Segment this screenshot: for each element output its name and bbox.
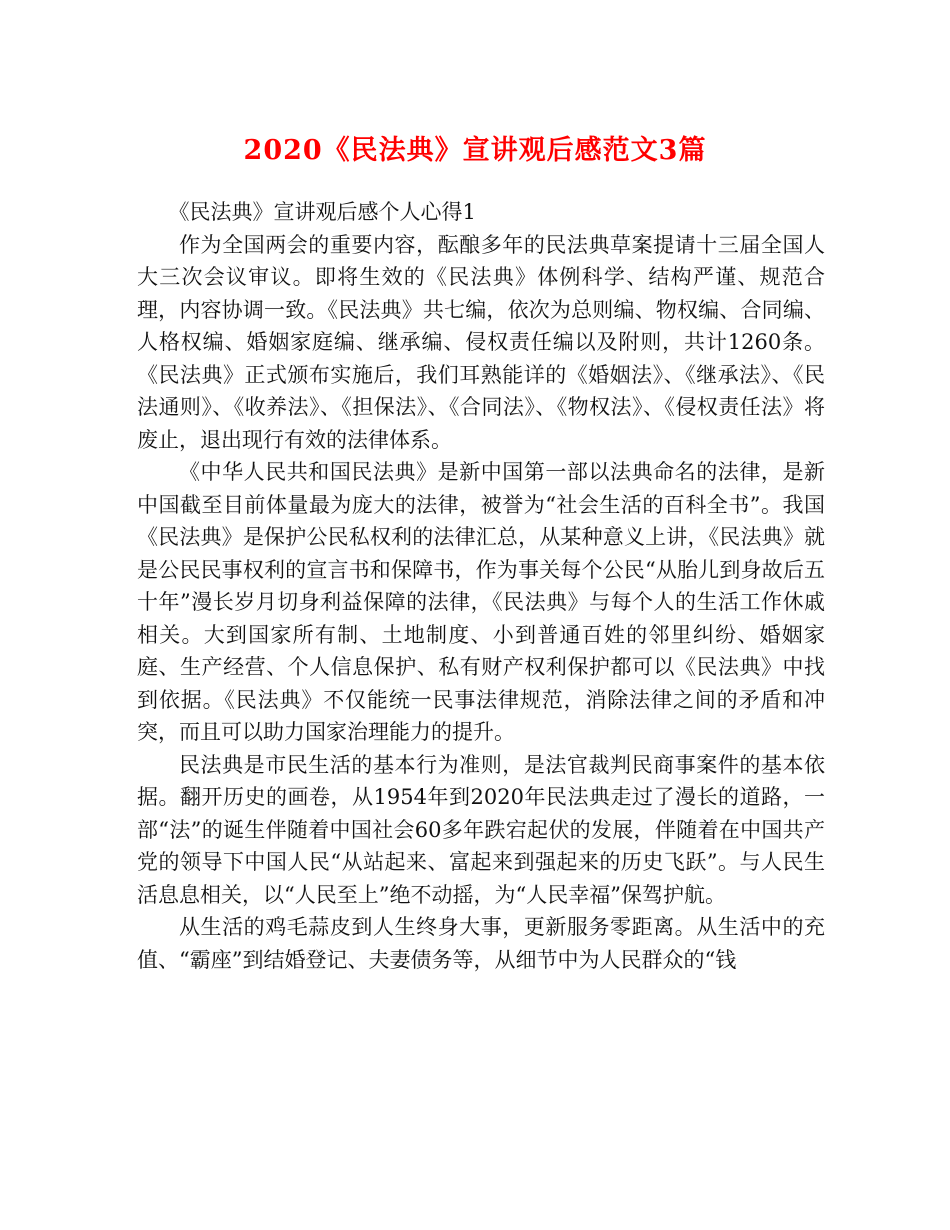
paragraph: 从生活的鸡毛蒜皮到人生终身大事，更新服务零距离。从生活中的充值、“霸座”到结婚登记、夫妻债务等，从细节中为人民群众的“钱 <box>137 915 825 972</box>
paragraph: 作为全国两会的重要内容，酝酿多年的民法典草案提请十三届全国人大三次会议审议。即将生效的《民法典》体例科学、结构严谨、规范合理，内容协调一致。《民法典》共七编，依次为总则编、物权编、合同编、人格权编、婚姻家庭编、继承编、侵权责任编以及附则，共计1260条。《民法典》正式颁布实施后，我们耳熟能详的《婚姻法》、《继承法》、《民法通则》、《收养法》、《担保法》、《合同法》、《物权法》、《侵权责任法》将废止，退出现行有效的法律体系。 <box>137 232 825 452</box>
section-subheading: 《民法典》宣讲观后感个人心得1 <box>168 200 476 224</box>
document-body <box>137 196 825 976</box>
document-title: 2020《民法典》宣讲观后感范文3篇 <box>243 135 707 166</box>
paragraph: 《中华人民共和国民法典》是新中国第一部以法典命名的法律，是新中国截至目前体量最为庞大的法律，被誉为“社会生活的百科全书”。我国《民法典》是保护公民私权利的法律汇总，从某种意义上讲，《民法典》就是公民民事权利的宣言书和保障书，作为事关每个公民“从胎儿到身故后五十年”漫长岁月切身利益保障的法律，《民法典》与每个人的生活工作休戚相关。大到国家所有制、土地制度、小到普通百姓的邻里纠纷、婚姻家庭、生产经营、个人信息保护、私有财产权利保护都可以《民法典》中找到依据。《民法典》不仅能统一民事法律规范，消除法律之间的矛盾和冲突，而且可以助力国家治理能力的提升。 <box>137 460 825 744</box>
paragraph: 民法典是市民生活的基本行为准则，是法官裁判民商事案件的基本依据。翻开历史的画卷，从1954年到2020年民法典走过了漫长的道路，一部“法”的诞生伴随着中国社会60多年跌宕起伏的发展，伴随着在中国共产党的领导下中国人民“从站起来、富起来到强起来的历史飞跃”。与人民生活息息相关，以“人民至上”绝不动摇，为“人民幸福”保驾护航。 <box>137 752 825 907</box>
